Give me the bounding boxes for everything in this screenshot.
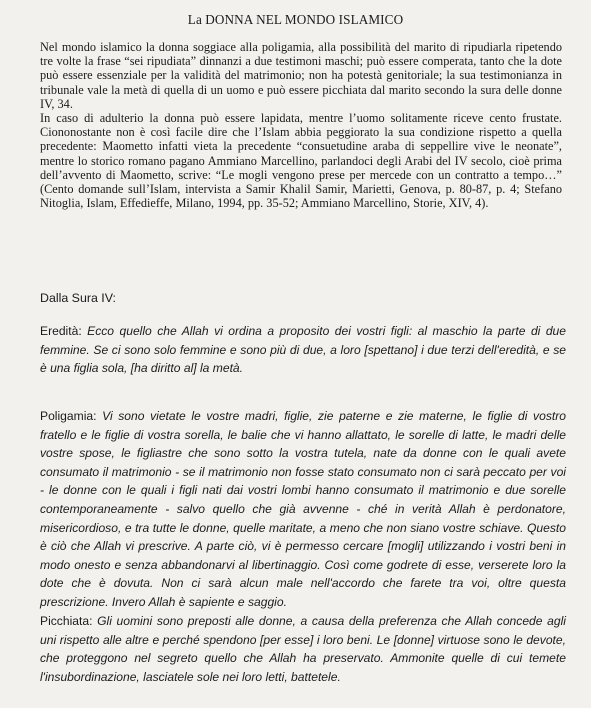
section-eredita-label: Eredità: xyxy=(40,324,88,338)
intro-paragraph-1: Nel mondo islamico la donna soggiace alla poligamia, alla possibilità del marito di ripudiarla ripetendo tre volte la frase “sei ripudiata” dinnanzi a due testimoni maschi; può essere comperata, tanto che la dote può essere essenziale per la validità del matrimonio; non ha potestà genitoriale; la sua testimonianza in tribunale vale la metà di quella di un uomo e può essere picchiata dal marito secondo la sura delle donne IV, 34. xyxy=(40,40,562,111)
page-title: La DONNA NEL MONDO ISLAMICO xyxy=(187,12,404,27)
section-picchiata xyxy=(40,612,566,686)
section-poligamia-text: Vi sono vietate le vostre madri, figlie, zie paterne e zie materne, le figlie di vostro fratello e le figlie di vostra sorella, le balie che vi hanno allattato, le sorelle di latte, le madri delle vostre spose, le figliastre che sono sotto la vostra tutela, nate da donne con le quali avete consumato il matrimonio - se il matrimonio non fosse stato consumato non ci sarà peccato per voi - le donne con le quali i figli nati dai vostri lombi hanno consumato il matrimonio e due sorelle contemporaneamente - salvo quello che già avvenne - ché in verità Allah è perdonatore, misericordioso, e tra tutte le donne, quelle maritate, a meno che non siano vostre schiave. Questo è ciò che Allah vi prescrive. A parte ciò, vi è permesso cercare [mogli] utilizzando i vostri beni in modo onesto e senza abbandonarvi al libertinaggio. Così come godrete di esse, verserete loro la dote che è dovuta. Non ci sarà alcun male nell'accordo che farete tra voi, oltre questa prescrizione. Invero Allah è sapiente e saggio. xyxy=(40,409,566,609)
intro-text xyxy=(40,40,562,210)
section-eredita-text: Ecco quello che Allah vi ordina a proposito dei vostri figli: al maschio la parte di due femmine. Se ci sono solo femmine e sono più di due, a loro [spettano] i due terzi dell'eredità, e se è una figlia sola, [ha diritto al] la metà. xyxy=(40,324,566,376)
section-picchiata-text: Gli uomini sono preposti alle donne, a causa della preferenza che Allah concede agli uni rispetto alle altre e perché spendono [per esse] i loro beni. Le [donne] virtuose sono le devote, che proteggono nel segreto quello che Allah ha preservato. Ammonite quelle di cui temete l'insubordinazione, lasciatele sole nei loro letti, battetele. xyxy=(40,614,566,684)
sura-heading: Dalla Sura IV: xyxy=(40,291,116,305)
intro-paragraph-2: In caso di adulterio la donna può essere lapidata, mentre l’uomo solitamente riceve cento frustate. Ciononostante non è così facile dire che l’Islam abbia peggiorato la sua condizione rispetto a quella precedente: Maometto infatti vieta la precedente “consuetudine araba di seppellire vive le neonate”, mentre lo storico romano pagano Ammiano Marcellino, parlandoci degli Arabi del IV secolo, cioè prima dell’avvento di Maometto, scrive: “Le mogli vengono prese per mercede con un contratto a tempo…” (Cento domande sull’Islam, intervista a Samir Khalil Samir, Marietti, Genova, p. 80-87, p. 4; Stefano Nitoglia, Islam, Effedieffe, Milano, 1994, pp. 35-52; Ammiano Marcellino, Storie, XIV, 4). xyxy=(40,111,562,211)
section-picchiata-label: Picchiata: xyxy=(40,614,98,628)
section-poligamia xyxy=(40,407,566,612)
section-poligamia-label: Poligamia: xyxy=(40,409,103,423)
section-eredita xyxy=(40,322,566,378)
